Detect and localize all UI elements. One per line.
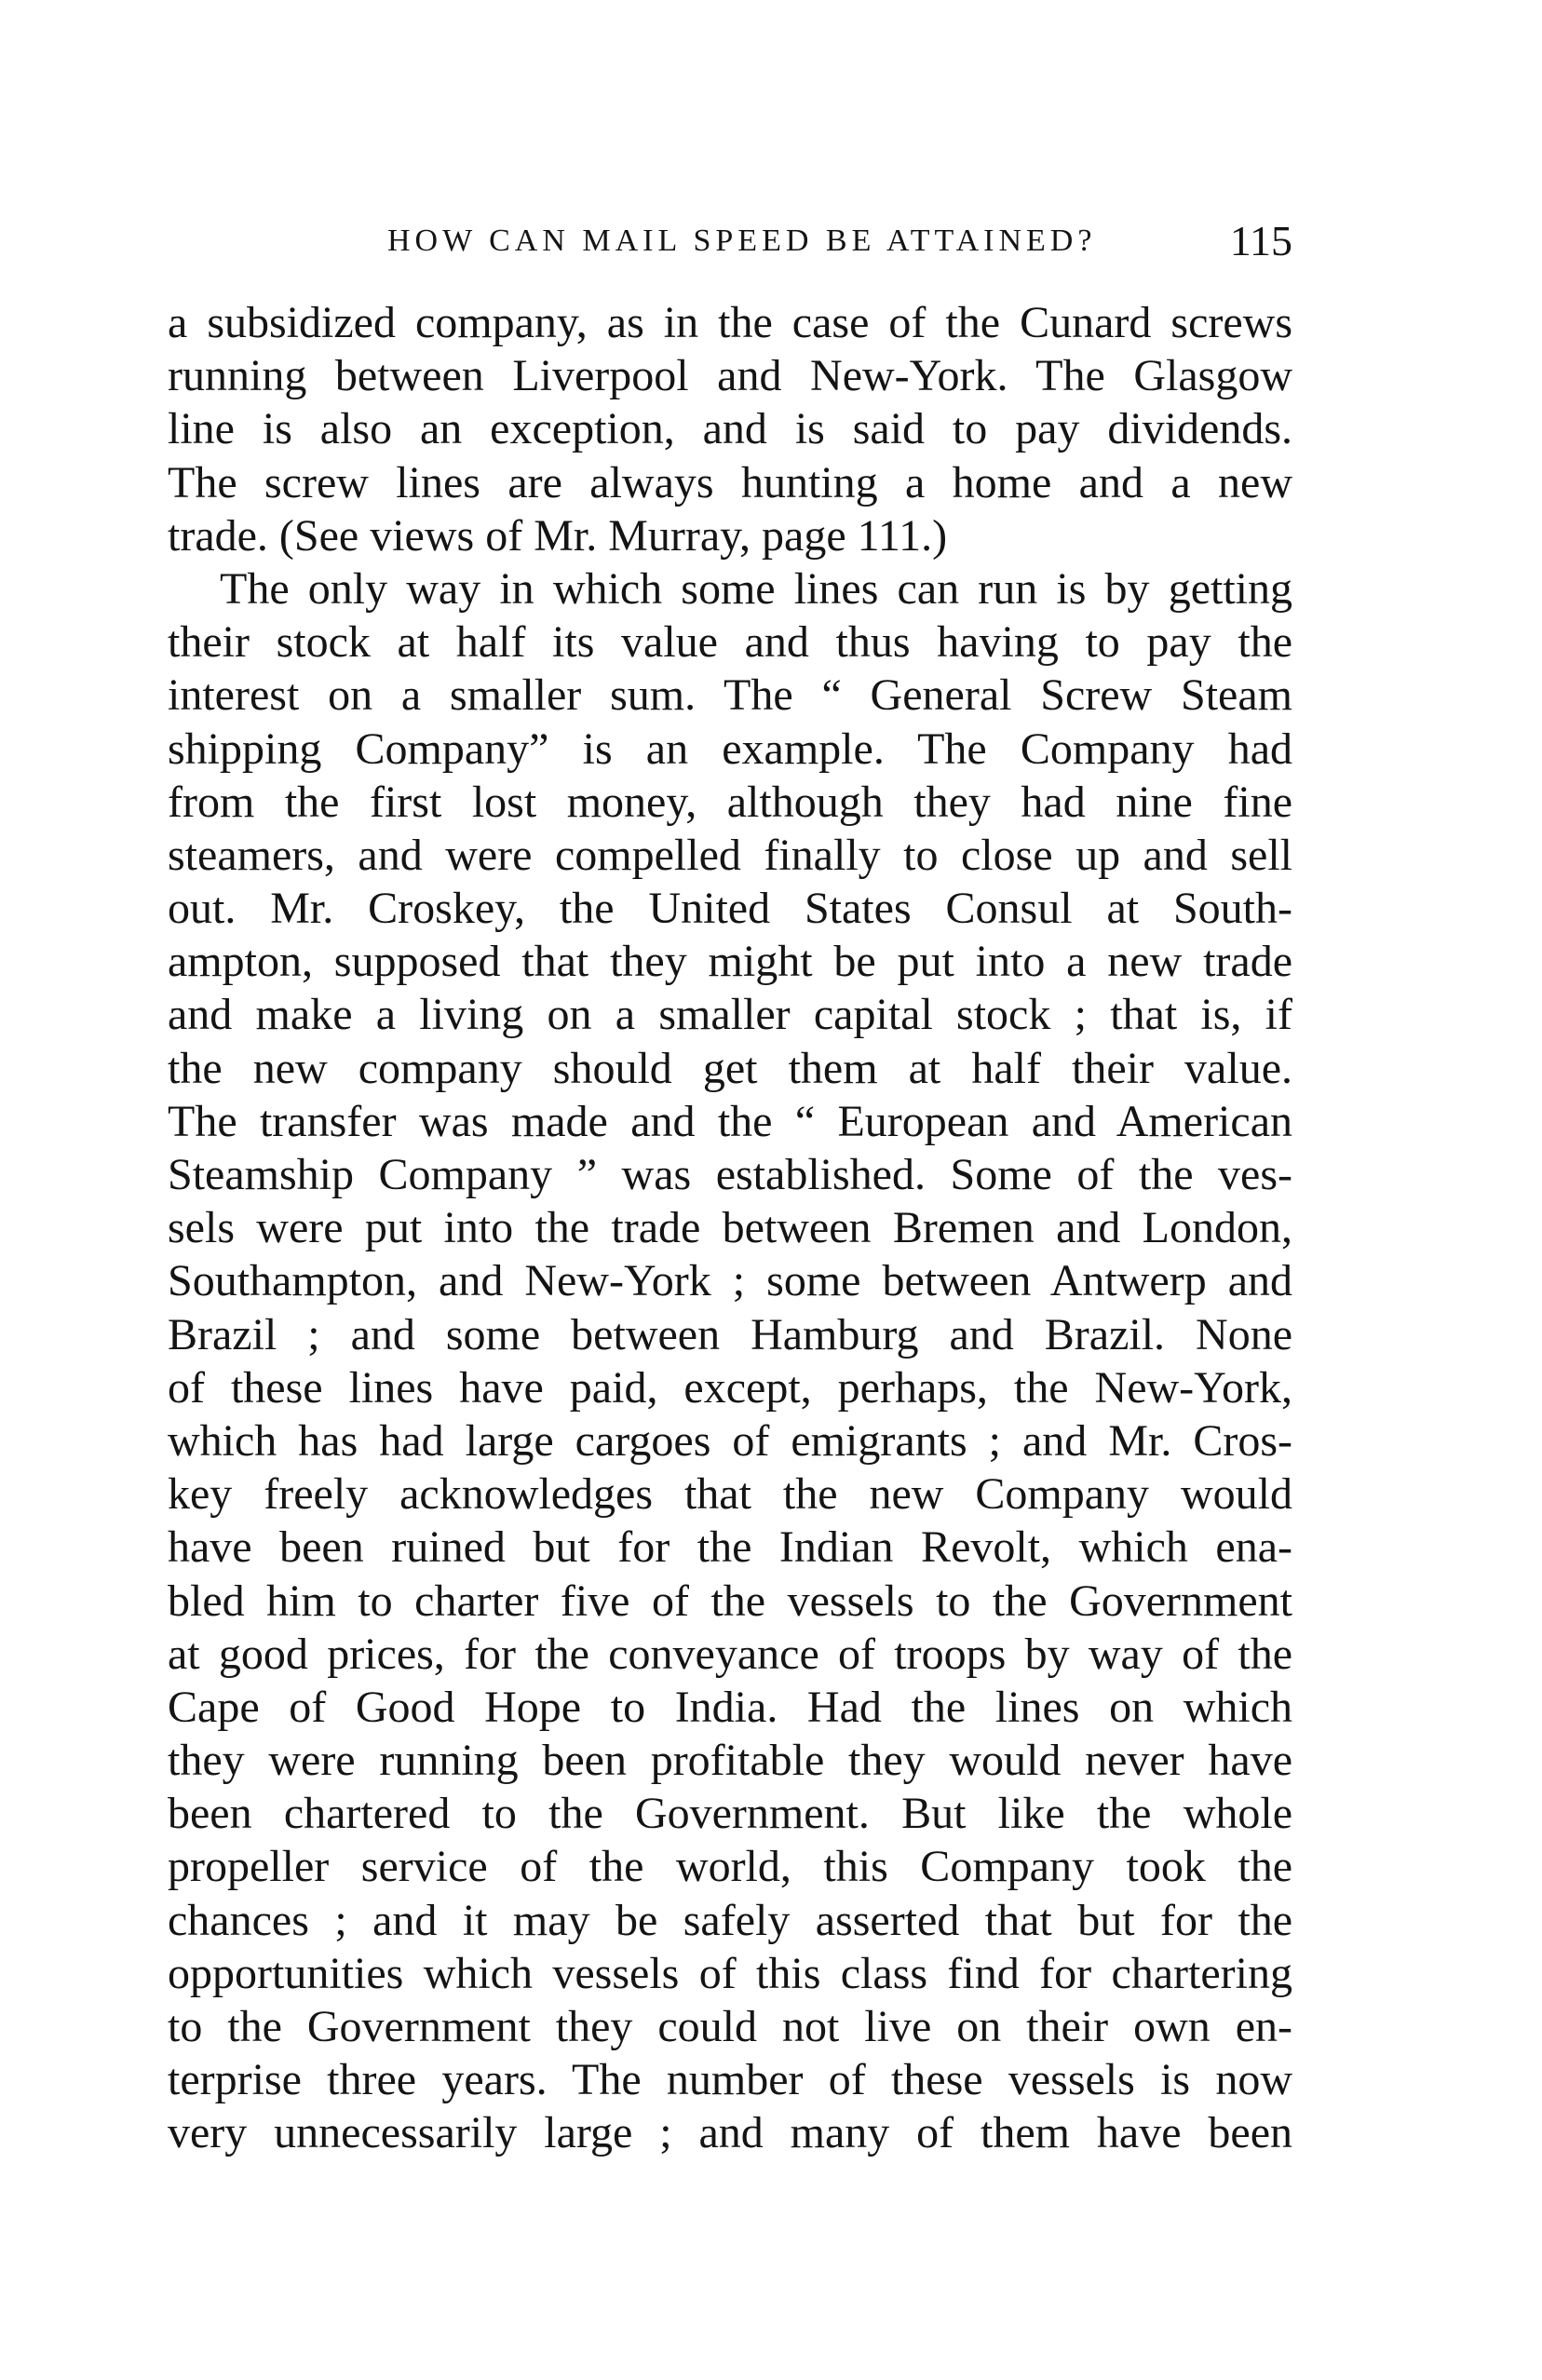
- text-line: have been ruined but for the Indian Revolt, which ena-: [168, 1522, 1292, 1573]
- text-line: steamers, and were compelled finally to close up and sell: [168, 830, 1292, 880]
- text-line: been chartered to the Government. But like the whole: [168, 1789, 1292, 1839]
- text-line: terprise three years. The number of these vessels is now: [168, 2055, 1292, 2105]
- body-text: [168, 296, 1292, 2160]
- text-line: Steamship Company ” was established. Some of the ves-: [168, 1150, 1292, 1199]
- text-line: sels were put into the trade between Bremen and London,: [168, 1203, 1292, 1253]
- text-line: and make a living on a smaller capital stock ; that is, if: [168, 990, 1292, 1040]
- text-line: running between Liverpool and New-York. The Glasgow: [168, 351, 1292, 401]
- text-line: line is also an exception, and is said to pay dividends.: [168, 404, 1292, 454]
- text-line: key freely acknowledges that the new Company would: [168, 1469, 1292, 1520]
- page-number: 115: [1229, 217, 1292, 264]
- text-line: The screw lines are always hunting a home and a new: [168, 457, 1292, 507]
- text-line: the new company should get them at half their value.: [168, 1043, 1292, 1093]
- text-line: The transfer was made and the “ European and American: [168, 1096, 1292, 1146]
- text-line: ampton, supposed that they might be put into a new trade: [168, 937, 1292, 987]
- text-line: at good prices, for the conveyance of troops by way of the: [168, 1629, 1292, 1679]
- text-line: from the first lost money, although they had nine fine: [168, 777, 1292, 827]
- text-line: bled him to charter five of the vessels to the Government: [168, 1575, 1292, 1626]
- text-line: Brazil ; and some between Hamburg and Brazil. None: [168, 1309, 1292, 1359]
- text-line: Southampton, and New-York ; some between Antwerp and: [168, 1256, 1292, 1306]
- text-line: to the Government they could not live on their own en-: [168, 2002, 1292, 2051]
- text-line: The only way in which some lines can run is by getting: [220, 563, 1292, 614]
- text-line: Cape of Good Hope to India. Had the lines on which: [168, 1682, 1292, 1732]
- running-head-title: HOW CAN MAIL SPEED BE ATTAINED?: [387, 223, 1097, 258]
- text-line: opportunities which vessels of this class find for chartering: [168, 1948, 1292, 1998]
- text-line: very unnecessarily large ; and many of them have been: [168, 2108, 1292, 2158]
- text-line: chances ; and it may be safely asserted that but for the: [168, 1895, 1292, 1945]
- text-line: out. Mr. Croskey, the United States Consul at South-: [168, 884, 1292, 934]
- text-line: propeller service of the world, this Company took the: [168, 1842, 1292, 1892]
- text-line: a subsidized company, as in the case of the Cunard screws: [168, 298, 1292, 347]
- paragraph: [168, 296, 1292, 562]
- text-line: which has had large cargoes of emigrants ; and Mr. Cros-: [168, 1415, 1292, 1466]
- text-line: of these lines have paid, except, perhaps, the New-York,: [168, 1362, 1292, 1413]
- text-line: interest on a smaller sum. The “ General Screw Steam: [168, 670, 1292, 721]
- paragraph: [168, 562, 1292, 2160]
- text-line: shipping Company” is an example. The Company had: [168, 723, 1292, 774]
- text-line: their stock at half its value and thus having to pay the: [168, 617, 1292, 668]
- text-line: trade. (See views of Mr. Murray, page 111.): [168, 510, 948, 561]
- text-line: they were running been profitable they would never have: [168, 1736, 1292, 1786]
- running-header: [168, 216, 1292, 272]
